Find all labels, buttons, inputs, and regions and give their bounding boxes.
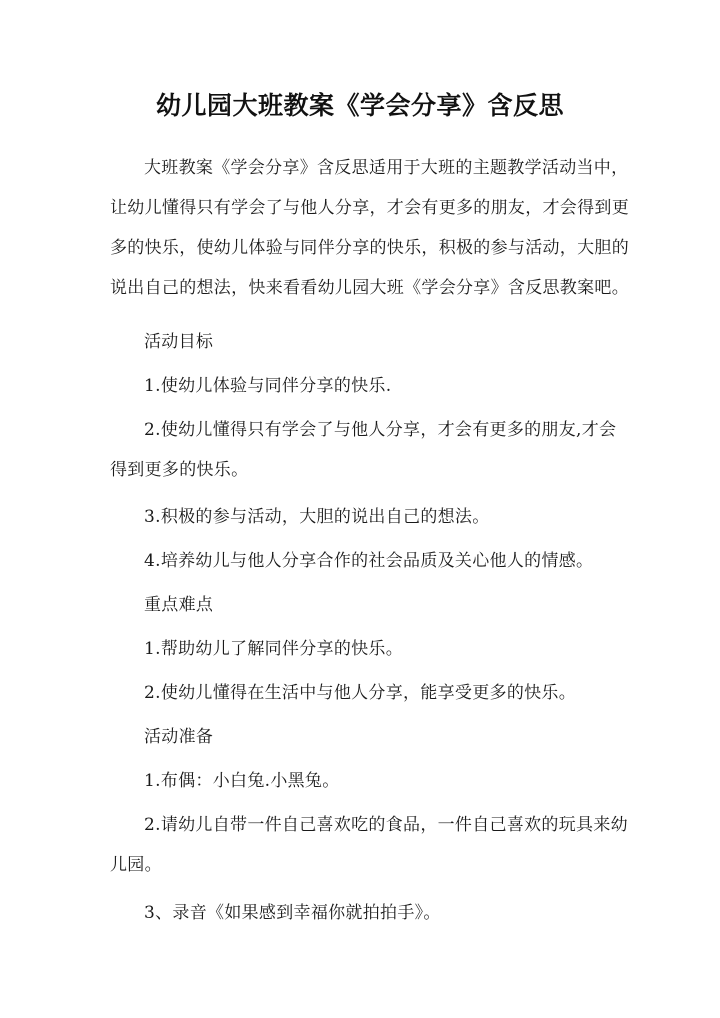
key-point-item-2: 2.使幼儿懂得在生活中与他人分享，能享受更多的快乐。 (144, 683, 577, 703)
goal-item-4: 4.培养幼儿与他人分享合作的社会品质及关心他人的情感。 (144, 551, 594, 571)
goal-item-1: 1.使幼儿体验与同伴分享的快乐. (144, 376, 392, 396)
section-heading-key-points: 重点难点 (144, 595, 214, 615)
section-heading-goals: 活动目标 (144, 332, 214, 352)
goal-item-3: 3.积极的参与活动，大胆的说出自己的想法。 (144, 507, 490, 527)
goal-item-2: 2.使幼儿懂得只有学会了与他人分享，才会有更多的朋友,才会得到更多的快乐。 (110, 420, 617, 480)
document-title: 幼儿园大班教案《学会分享》含反思 (155, 91, 564, 120)
key-point-item-1: 1.帮助幼儿了解同伴分享的快乐。 (144, 639, 404, 659)
section-heading-preparation: 活动准备 (144, 727, 214, 747)
preparation-item-3: 3、录音《如果感到幸福你就拍拍手》。 (144, 903, 441, 923)
intro-paragraph: 大班教案《学会分享》含反思适用于大班的主题教学活动当中，让幼儿懂得只有学会了与他人分享，才会有更多的朋友，才会得到更多的快乐，使幼儿体验与同伴分享的快乐，积极的参与活动，大胆的说出自己的想法，快来看看幼儿园大班《学会分享》含反思教案吧。 (110, 158, 629, 298)
preparation-item-2: 2.请幼儿自带一件自己喜欢吃的食品，一件自己喜欢的玩具来幼儿园。 (110, 815, 628, 875)
preparation-item-1: 1.布偶：小白兔.小黑兔。 (144, 771, 340, 791)
